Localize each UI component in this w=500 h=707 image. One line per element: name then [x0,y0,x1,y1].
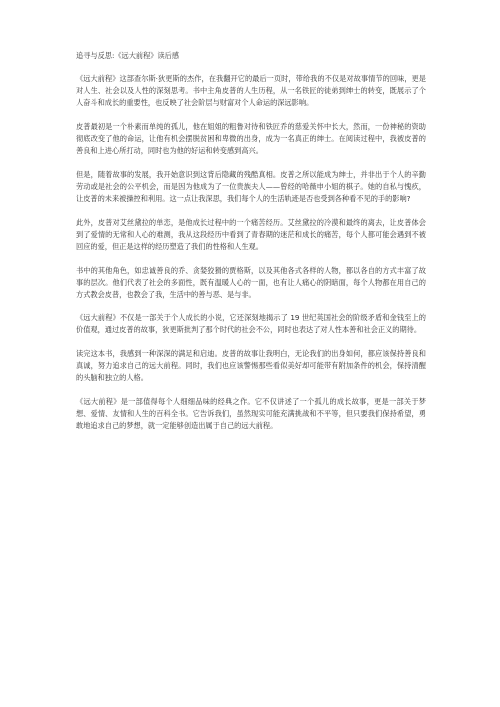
paragraph-4: 此外，皮普对艾丝黛拉的单恋，是他成长过程中的一个痛苦经历。艾丝黛拉的冷漠和最终的离去，让皮普体会到了爱情的无常和人心的难测，我从这段经历中看到了青春期的迷茫和成长的痛苦，每个人都可能会遇到不被回应的爱，但正是这样的经历塑造了我们的性格和人生观。 [76,217,426,251]
paragraph-7: 读完这本书，我感到一种深深的满足和启迪。皮普的故事让我明白，无论我们的出身如何，都应该保持善良和真诚，努力追求自己的远大前程。同时，我们也应该警惕那些看似美好却可能带有附加条件的机会，保持清醒的头脑和独立的人格。 [76,349,426,383]
paragraph-6: 《远大前程》不仅是一部关于个人成长的小说，它还深刻地揭示了 19 世纪英国社会的阶级矛盾和金钱至上的价值观，通过皮普的故事，狄更斯批判了那个时代的社会不公，同时也表达了对人性本善和社会正义的期待。 [76,313,426,335]
document-page [76,50,426,444]
paragraph-3: 但是，随着故事的发展，我开始意识到这背后隐藏的残酷真相。皮普之所以能成为绅士，并非出于个人的辛勤劳动或是社会的公平机会，而是因为他成为了一位贵族夫人——曾经的哈薇申小姐的棋子。她的自私与愧疚，让皮普的未来被操控和利用。这一点让我深思，我们每个人的生活轨迹是否也受到各种看不见的手的影响? [76,169,426,203]
paragraph-2: 皮普最初是一个朴素而单纯的孤儿，他在姐姐的粗鲁对待和铁匠乔的慈爱关怀中长大，然而，一份神秘的资助彻底改变了他的命运，让他有机会摆脱贫困和卑微的出身，成为一名真正的绅士。在阅读过程中，我被皮普的善良和上进心所打动，同时也为他的好运和转变感到高兴。 [76,121,426,156]
document-title: 追寻与反思:《远大前程》读后感 [76,51,180,60]
paragraph-8: 《远大前程》是一部值得每个人细细品味的经典之作。它不仅讲述了一个孤儿的成长故事，更是一部关于梦想、爱情、友情和人生的百科全书。它告诉我们，虽然现实可能充满挑战和不平等，但只要我们保持希望，勇敢地追求自己的梦想，就一定能够创造出属于自己的远大前程。 [76,397,426,431]
paragraph-5: 书中的其他角色，如忠诚善良的乔、贪婪狡猾的贾格斯，以及其他各式各样的人物，都以各自的方式丰富了故事的层次。他们代表了社会的多面性，既有温暖人心的一面，也有让人痛心的阴暗面，每个人物都在用自己的方式教会皮普，也教会了我，生活中的善与恶、是与非。 [76,265,426,299]
paragraph-1: 《远大前程》这部查尔斯·狄更斯的杰作，在我翻开它的最后一页时，带给我的不仅是对故事情节的回味，更是对人生、社会以及人性的深刻思考。书中主角皮普的人生历程，从一名铁匠的徒弟到绅士的转变，既展示了个人奋斗和成长的重要性，也反映了社会阶层与财富对个人命运的深远影响。 [76,74,426,108]
